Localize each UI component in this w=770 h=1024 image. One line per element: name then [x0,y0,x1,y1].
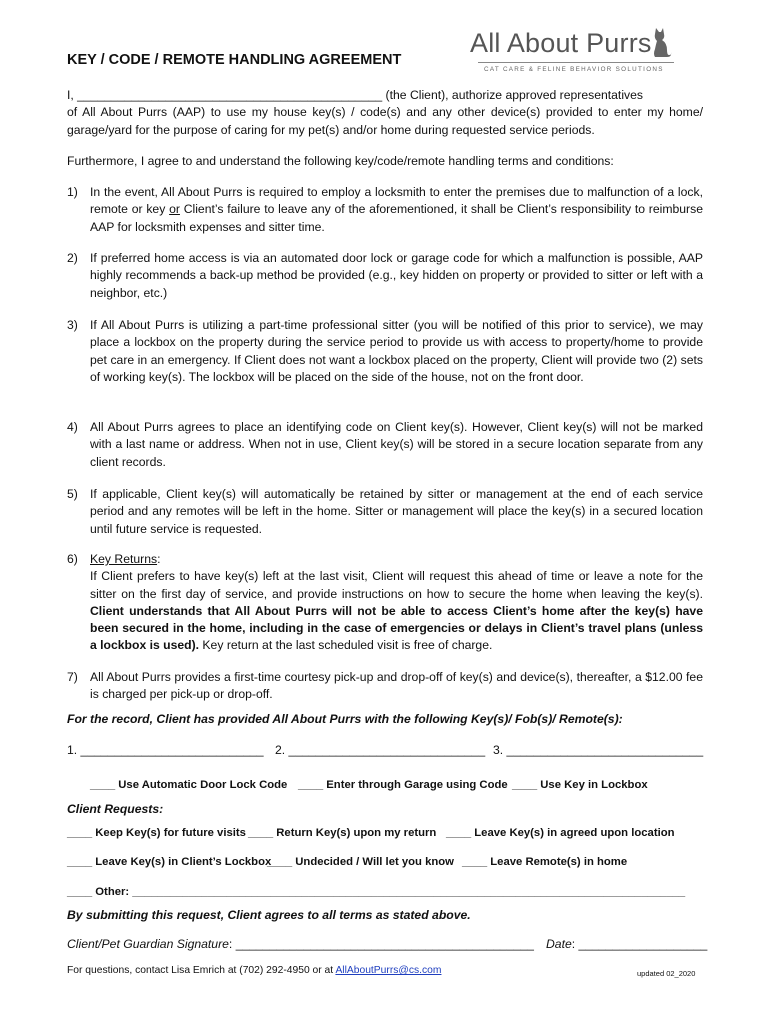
key-3-field[interactable]: 3. _____________________________ [493,743,704,757]
email-link[interactable]: AllAboutPurrs@cs.com [335,965,442,976]
signature-row [67,936,534,953]
term-text: If applicable, Client key(s) will automatically be retained by sitter or management at the end of each service period and any remotes will be left in the home. Sitter or management will place the key(s) in a secured location until future service is requested. [90,487,703,536]
signature-label: Client/Pet Guardian Signature [67,937,229,951]
term-number: 5) [67,487,78,501]
term-item-7 [67,669,703,704]
logo [470,26,680,78]
term-number: 7) [67,670,78,684]
term-text-post: Key return at the last scheduled visit is free of charge. [199,638,493,653]
contact-text: For questions, contact Lisa Emrich at (702) 292-4950 or at [67,965,336,976]
term-text-bold: Client understands that All About Purrs will not be able to access Client’s home after the key(s) have been secured in the home, including in the case of emergencies or delays in Client’s travel plans (unless a lockbox is used). [90,603,703,653]
term-item-6 [67,551,703,655]
date-row [546,936,707,953]
term-text-or: or [169,202,180,217]
intro-paragraph [67,87,703,139]
term-text-pre: In the event, All About Purrs is required to employ a locksmith to enter the premises due to malfunction of a lock, remote or key [90,185,703,217]
term-number: 6) [67,552,78,566]
term-number: 4) [67,420,78,434]
cat-silhouette-icon [650,28,672,58]
footer-contact [67,962,441,979]
intro-line1: I, _____________________________________________ (the Client), authorize approved representatives [67,88,643,102]
logo-name: All About Purrs [470,28,652,58]
option-garage-code[interactable]: ____ Enter through Garage using Code [298,779,508,791]
option-keep-keys[interactable]: ____ Keep Key(s) for future visits [67,827,246,839]
option-leave-keys-location[interactable]: ____ Leave Key(s) in agreed upon location [446,827,675,839]
date-field[interactable]: : ___________________ [571,937,708,951]
term-item-5 [67,486,703,538]
term-text: If preferred home access is via an automated door lock or garage code for which a malfunction is possible, AAP highly recommends a back-up method be provided (e.g., key hidden on property or provided to sitter or left with a neighbor, etc.) [90,251,703,300]
term-item-2 [67,250,703,302]
furthermore-text: Furthermore, I agree to and understand the following key/code/remote handling terms and conditions: [67,154,614,168]
record-heading: For the record, Client has provided All About Purrs with the following Key(s)/ Fob(s)/ Remote(s): [67,712,623,726]
date-label: Date [546,937,572,951]
logo-divider [478,62,674,63]
option-undecided[interactable]: ____ Undecided / Will let you know [267,856,454,868]
option-leave-keys-lockbox[interactable]: ____ Leave Key(s) in Client’s Lockbox [67,856,272,868]
option-key-in-lockbox[interactable]: ____ Use Key in Lockbox [512,779,648,791]
signature-field[interactable]: : ____________________________________________ [228,937,534,951]
term-text-pre: If Client prefers to have key(s) left at the last visit, Client will request this ahead of time or leave a note for the sitter on the first day of service, and provide instructions on how to secure the home when leaving the key(s). [90,569,703,601]
client-requests-heading: Client Requests: [67,802,164,816]
heading-colon: : [157,552,161,566]
key-2-field[interactable]: 2. _____________________________ [275,743,486,757]
term-number: 1) [67,185,78,199]
updated-note: updated 02_2020 [637,969,696,978]
term-text [90,551,703,655]
term-text: If All About Purrs is utilizing a part-time professional sitter (you will be notified of this prior to service), we may place a lockbox on the property during the service period to provide us with access to property/home to provide pet care in an emergency. If Client does not want a lockbox placed on the property, Client will provide two (2) sets of working key(s). The lockbox will be placed on the side of the house, not on the front door. [90,318,703,384]
term-item-4 [67,419,703,471]
other-field[interactable]: ____ Other: ________________________________________________________________________________________ [67,886,686,898]
term-item-3 [67,317,703,386]
page-title: KEY / CODE / REMOTE HANDLING AGREEMENT [67,52,402,68]
agreement-statement: By submitting this request, Client agrees to all terms as stated above. [67,908,471,922]
option-return-keys[interactable]: ____ Return Key(s) upon my return [248,827,437,839]
logo-tagline: CAT CARE & FELINE BEHAVIOR SOLUTIONS [484,66,664,73]
term-number: 3) [67,318,78,332]
term-text [90,184,703,236]
key-1-field[interactable]: 1. ___________________________ [67,743,264,757]
term-text: All About Purrs provides a first-time courtesy pick-up and drop-off of key(s) and device(s), thereafter, a $12.00 fee is charged per pick-up or drop-off. [90,670,703,702]
term-number: 2) [67,251,78,265]
term-item-1 [67,184,703,236]
term-text: All About Purrs agrees to place an identifying code on Client key(s). However, Client key(s) will not be marked with a last name or address. When not in use, Client key(s) will be stored in a secure location separate from any client records. [90,420,703,469]
option-automatic-door-lock[interactable]: ____ Use Automatic Door Lock Code [90,779,288,791]
term-text-post: Client’s failure to leave any of the aforementioned, it shall be Client’s responsibility to reimburse AAP for locksmith expenses and sitter time. [90,202,703,234]
key-returns-heading: Key Returns [90,552,158,566]
option-leave-remotes[interactable]: ____ Leave Remote(s) in home [462,856,628,868]
intro-rest: of All About Purrs (AAP) to use my house key(s) / code(s) and any other device(s) provided to enter my home/ garage/yard for the purpose of caring for my pet(s) and/or home during requested service periods. [67,105,703,137]
